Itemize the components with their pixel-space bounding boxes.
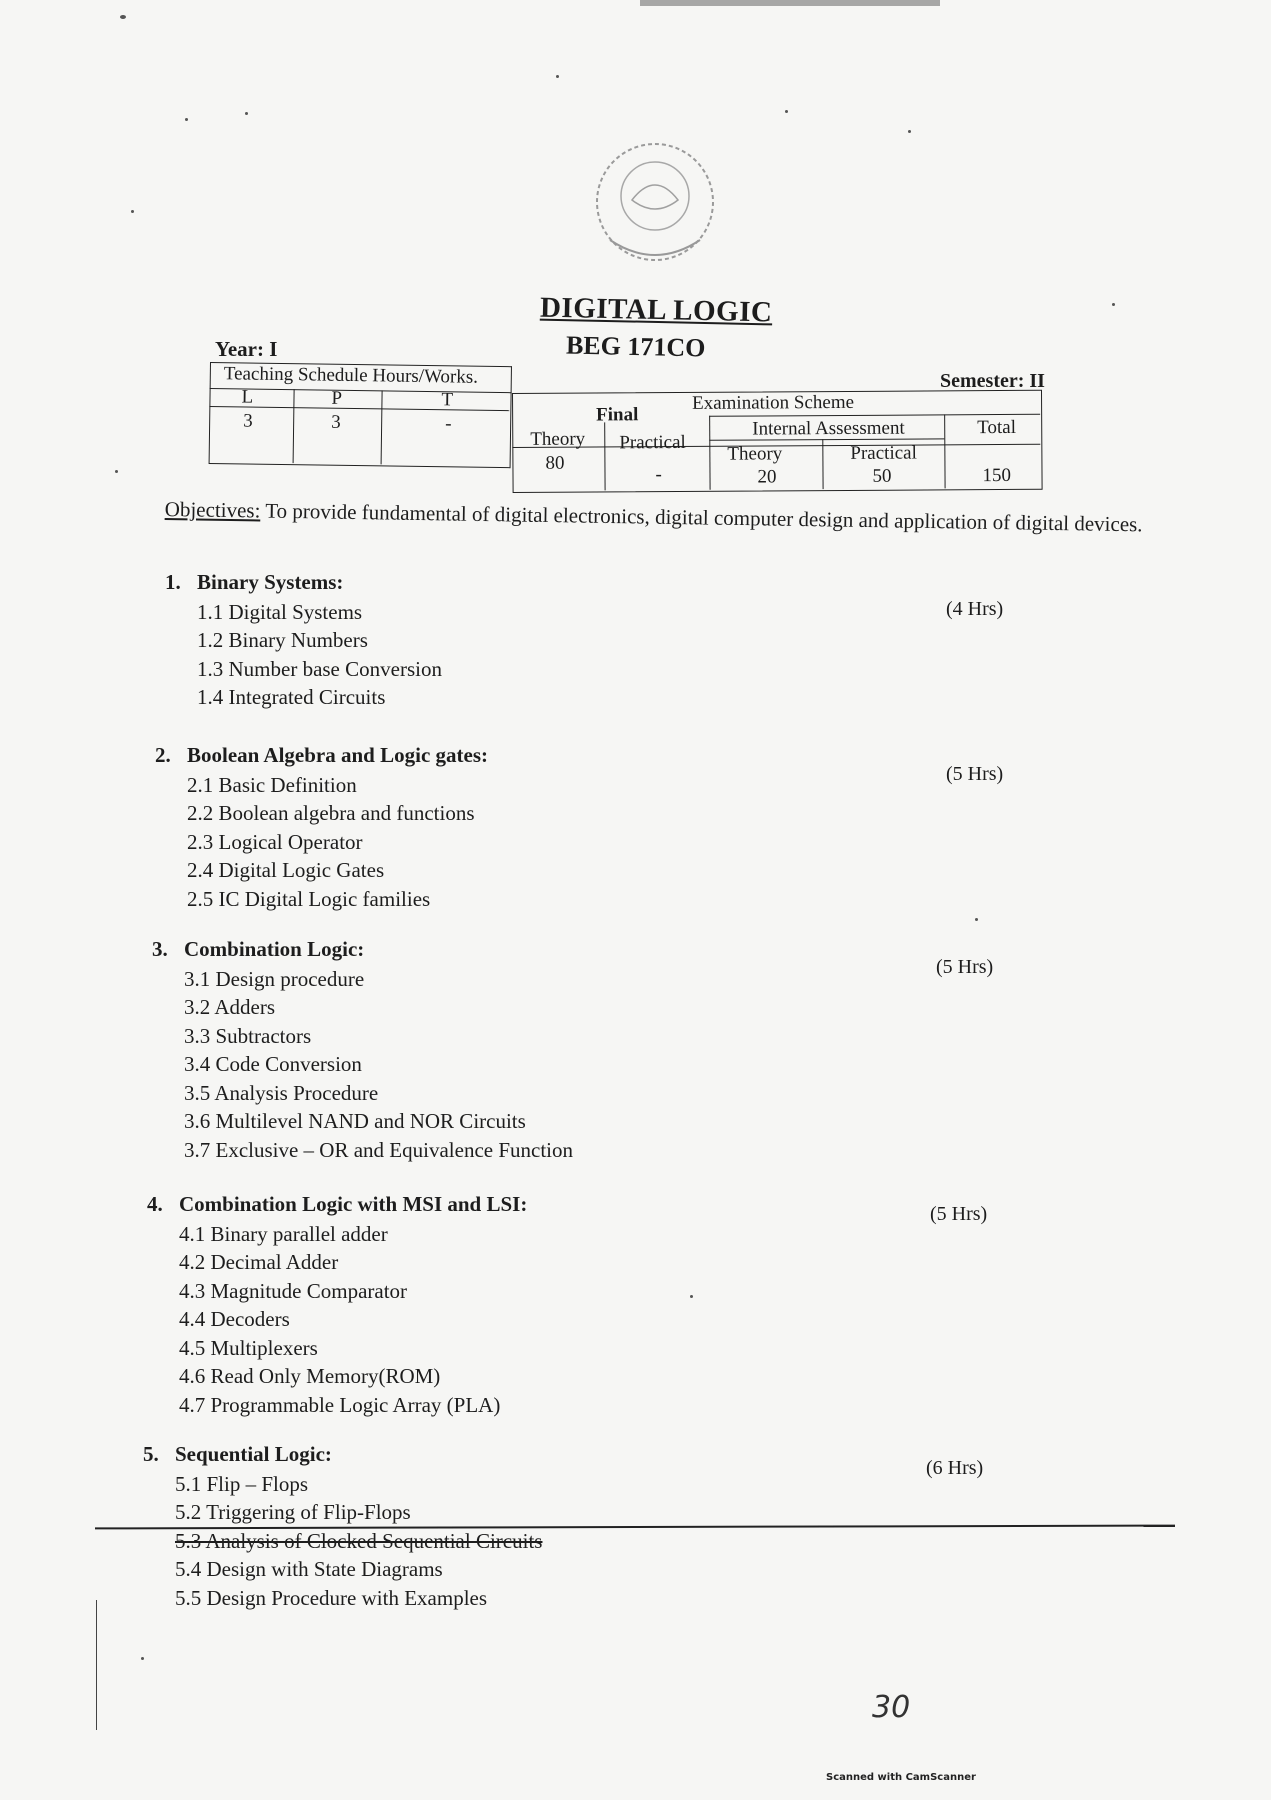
list-item: 3.5 Analysis Procedure bbox=[184, 1080, 379, 1105]
exam-final-theory: Theory bbox=[530, 428, 586, 450]
scan-speck bbox=[908, 130, 911, 133]
list-item: 1.1 Digital Systems bbox=[197, 599, 363, 624]
section-heading bbox=[143, 1440, 542, 1469]
scan-speck bbox=[120, 15, 126, 19]
list-item: 1.3 Number base Conversion bbox=[197, 656, 442, 681]
exam-total-value: 150 bbox=[982, 464, 1012, 487]
list-item: 2.2 Boolean algebra and functions bbox=[187, 801, 475, 825]
scanner-footer: Scanned with CamScanner bbox=[826, 1772, 976, 1783]
section-title: Sequential Logic: bbox=[175, 1442, 332, 1466]
objectives-label: Objectives: bbox=[164, 496, 261, 523]
semester-label: Semester: II bbox=[940, 370, 1045, 392]
list-item: 4.2 Decimal Adder bbox=[179, 1250, 339, 1274]
section-number: 1. bbox=[165, 570, 181, 594]
exam-caption: Examination Scheme bbox=[692, 391, 855, 414]
scan-speck bbox=[141, 1657, 144, 1660]
list-item: 4.4 Decoders bbox=[179, 1307, 290, 1331]
section-number: 3. bbox=[152, 937, 168, 961]
exam-final-theory-value: 80 bbox=[545, 452, 565, 474]
scan-speck bbox=[556, 75, 559, 78]
list-item: 5.3 Analysis of Clocked Sequential Circuits bbox=[175, 1528, 543, 1553]
list-item: 3.4 Code Conversion bbox=[184, 1052, 362, 1076]
list-item: 5.4 Design with State Diagrams bbox=[175, 1557, 443, 1581]
list-item: 2.1 Basic Definition bbox=[187, 772, 357, 797]
list-item: 3.1 Design procedure bbox=[184, 966, 365, 991]
section-number: 5. bbox=[143, 1442, 159, 1466]
section-hours: (6 Hrs) bbox=[926, 1457, 984, 1479]
scan-speck bbox=[1112, 303, 1115, 306]
scan-speck bbox=[785, 110, 788, 113]
schedule-value-l: 3 bbox=[243, 410, 253, 432]
objectives-paragraph bbox=[165, 496, 1165, 538]
scan-speck bbox=[131, 210, 134, 213]
section-heading bbox=[147, 1190, 527, 1219]
schedule-value-t: - bbox=[445, 413, 452, 435]
scan-edge-shadow bbox=[640, 0, 940, 6]
course-title: DIGITAL LOGIC bbox=[539, 291, 773, 329]
course-code: BEG 171CO bbox=[565, 330, 706, 363]
syllabus-section-2 bbox=[155, 741, 488, 913]
list-item: 5.5 Design Procedure with Examples bbox=[175, 1585, 488, 1610]
syllabus-section-4 bbox=[147, 1190, 527, 1419]
section-hours: (5 Hrs) bbox=[930, 1203, 988, 1225]
section-title: Boolean Algebra and Logic gates: bbox=[187, 743, 489, 767]
exam-final-practical: Practical bbox=[619, 431, 686, 454]
scan-speck bbox=[690, 1295, 693, 1298]
exam-internal-theory: Theory bbox=[727, 443, 783, 465]
section-heading bbox=[155, 741, 488, 770]
syllabus-section-1 bbox=[165, 568, 442, 712]
exam-internal-practical-value: 50 bbox=[872, 465, 892, 487]
list-item: 1.4 Integrated Circuits bbox=[197, 685, 386, 709]
exam-internal-practical: Practical bbox=[850, 442, 917, 464]
schedule-caption: Teaching Schedule Hours/Works. bbox=[223, 363, 479, 388]
list-item: 4.5 Multiplexers bbox=[179, 1335, 318, 1360]
section-heading bbox=[152, 935, 573, 964]
exam-total-label: Total bbox=[977, 416, 1017, 439]
list-item: 3.6 Multilevel NAND and NOR Circuits bbox=[184, 1109, 526, 1133]
schedule-body bbox=[209, 388, 512, 468]
exam-internal-theory-value: 20 bbox=[757, 466, 777, 488]
list-item: 5.2 Triggering of Flip-Flops bbox=[175, 1500, 411, 1524]
section-title: Combination Logic: bbox=[184, 937, 365, 961]
year-label: Year: I bbox=[215, 337, 278, 361]
scan-speck bbox=[245, 112, 248, 115]
margin-line bbox=[96, 1600, 97, 1730]
schedule-header-p: P bbox=[331, 387, 343, 409]
scan-speck bbox=[975, 918, 978, 921]
list-item: 4.7 Programmable Logic Array (PLA) bbox=[179, 1392, 501, 1417]
section-title: Combination Logic with MSI and LSI: bbox=[179, 1192, 528, 1216]
list-item: 5.1 Flip – Flops bbox=[175, 1471, 309, 1496]
list-item: 2.3 Logical Operator bbox=[187, 829, 363, 854]
objectives-text: To provide fundamental of digital electronics, digital computer design and application of digital devices. bbox=[265, 498, 1143, 537]
schedule-header-l: L bbox=[241, 386, 254, 408]
section-hours: (5 Hrs) bbox=[936, 956, 994, 978]
section-number: 4. bbox=[147, 1192, 163, 1216]
list-item: 4.6 Read Only Memory(ROM) bbox=[179, 1364, 441, 1388]
syllabus-section-3 bbox=[152, 935, 573, 1164]
scan-speck bbox=[115, 470, 118, 473]
exam-internal-label: Internal Assessment bbox=[752, 417, 905, 440]
list-item: 1.2 Binary Numbers bbox=[197, 628, 368, 652]
list-item: 2.5 IC Digital Logic families bbox=[187, 886, 431, 911]
list-item: 3.2 Adders bbox=[184, 995, 275, 1019]
section-hours: (5 Hrs) bbox=[946, 763, 1004, 785]
section-heading bbox=[165, 568, 442, 597]
list-item: 4.1 Binary parallel adder bbox=[179, 1221, 388, 1246]
list-item: 4.3 Magnitude Comparator bbox=[179, 1278, 408, 1303]
scan-speck bbox=[185, 118, 188, 121]
exam-final-label: Final bbox=[596, 404, 639, 426]
schedule-value-p: 3 bbox=[331, 411, 341, 433]
list-item: 3.3 Subtractors bbox=[184, 1023, 312, 1048]
university-seal bbox=[570, 140, 740, 280]
schedule-header-t: T bbox=[441, 389, 454, 411]
exam-final-practical-value: - bbox=[655, 464, 662, 486]
section-title: Binary Systems: bbox=[197, 570, 344, 594]
section-hours: (4 Hrs) bbox=[946, 598, 1004, 620]
list-item: 3.7 Exclusive – OR and Equivalence Function bbox=[184, 1137, 574, 1162]
handwritten-page-note: 30 bbox=[872, 1690, 911, 1725]
section-number: 2. bbox=[155, 743, 171, 767]
list-item: 2.4 Digital Logic Gates bbox=[187, 858, 385, 882]
